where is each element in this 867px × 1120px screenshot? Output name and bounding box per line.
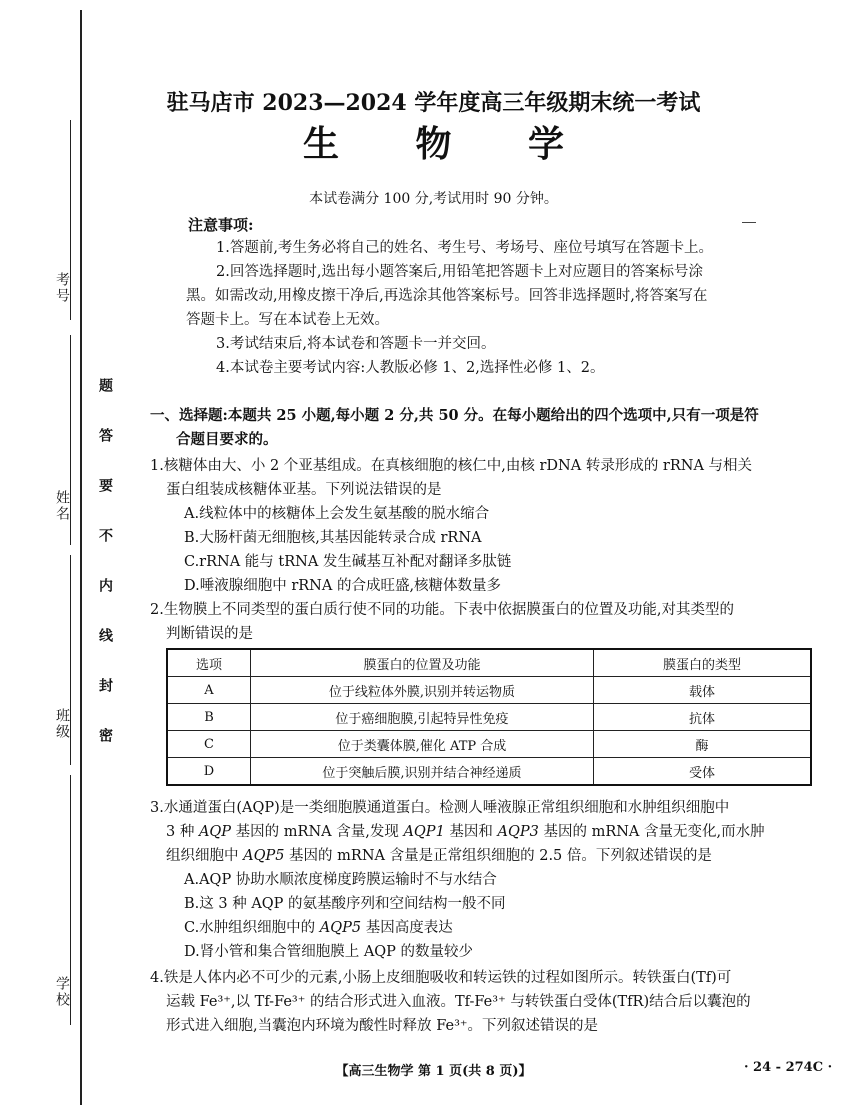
notice-line: 黑。如需改动,用橡皮擦干净后,再选涂其他答案标号。回答非选择题时,将答案写在 — [186, 288, 708, 304]
table-row — [167, 758, 811, 786]
notice-line: 3.考试结束后,将本试卷和答题卡一并交回。 — [216, 336, 496, 352]
option-c: C.rRNA 能与 tRNA 发生碱基互补配对翻译多肽链 — [184, 554, 512, 570]
name-label: 姓名 — [54, 490, 70, 522]
name-line — [70, 335, 71, 545]
exam-number-label: 考号 — [54, 272, 70, 304]
option-d: D.肾小管和集合管细胞膜上 AQP 的数量较少 — [184, 944, 474, 960]
table-header-row — [167, 649, 811, 677]
question-stem: 蛋白组装成核糖体亚基。下列说法错误的是 — [166, 482, 442, 498]
question-stem: 3 种 AQP 基因的 mRNA 含量,发现 AQP1 基因和 AQP3 基因的 mRNA 含量无变化,而水肿 — [166, 824, 765, 840]
notice-heading: 注意事项: — [188, 216, 254, 234]
option-a: A.AQP 协助水顺浓度梯度跨膜运输时不与水结合 — [184, 872, 497, 888]
question-stem: 3.水通道蛋白(AQP)是一类细胞膜通道蛋白。检测人唾液腺正常组织细胞和水肿组织细胞中 — [150, 800, 730, 816]
notice-line: 2.回答选择题时,选出每小题答案后,用铅笔把答题卡上对应题目的答案标号涂 — [216, 264, 704, 280]
table-cell: 抗体 — [594, 704, 812, 731]
option-b: B.这 3 种 AQP 的氨基酸序列和空间结构一般不同 — [184, 896, 506, 912]
class-label: 班级 — [54, 708, 70, 740]
seal-char: 密 — [97, 728, 113, 742]
table-header: 选项 — [167, 649, 251, 677]
table-cell: D — [167, 758, 251, 786]
table-cell: 位于线粒体外膜,识别并转运物质 — [251, 677, 594, 704]
table-cell: A — [167, 677, 251, 704]
table-cell: B — [167, 704, 251, 731]
table-cell: 位于癌细胞膜,引起特异性免疫 — [251, 704, 594, 731]
question-stem: 2.生物膜上不同类型的蛋白质行使不同的功能。下表中依据膜蛋白的位置及功能,对其类型的 — [150, 602, 734, 618]
table-row — [167, 731, 811, 758]
table-header: 膜蛋白的位置及功能 — [251, 649, 594, 677]
option-a: A.线粒体中的核糖体上会发生氨基酸的脱水缩合 — [184, 506, 490, 522]
section-heading: 一、选择题:本题共 25 小题,每小题 2 分,共 50 分。在每小题给出的四个选项中,只有一项是符 — [150, 407, 759, 424]
dash-mark — [742, 222, 756, 223]
table-row — [167, 704, 811, 731]
option-c: C.水肿组织细胞中的 AQP5 基因高度表达 — [184, 920, 453, 936]
table-row — [167, 677, 811, 704]
school-line — [70, 775, 71, 1025]
notice-line: 4.本试卷主要考试内容:人教版必修 1、2,选择性必修 1、2。 — [216, 360, 605, 376]
seal-char: 线 — [97, 628, 113, 642]
question-stem: 4.铁是人体内必不可少的元素,小肠上皮细胞吸收和转运铁的过程如图所示。转铁蛋白(Tf)可 — [150, 970, 732, 986]
paper-code: · 24 - 274C · — [744, 1060, 833, 1075]
table-header: 膜蛋白的类型 — [594, 649, 812, 677]
exam-title: 驻马店市 2023—2024 学年度高三年级期末统一考试 — [166, 90, 701, 116]
question-stem: 形式进入细胞,当囊泡内环境为酸性时释放 Fe³⁺。下列叙述错误的是 — [166, 1018, 599, 1034]
exam-meta: 本试卷满分 100 分,考试用时 90 分钟。 — [309, 191, 558, 207]
table-cell: 酶 — [594, 731, 812, 758]
section-heading-cont: 合题目要求的。 — [176, 431, 278, 448]
membrane-protein-table — [166, 648, 812, 786]
notice-line: 1.答题前,考生务必将自己的姓名、考生号、考场号、座位号填写在答题卡上。 — [216, 240, 713, 256]
subject-title: 生 物 学 — [302, 123, 597, 165]
seal-char: 答 — [97, 428, 113, 442]
page-footer: 【高三生物学 第 1 页(共 8 页)】 — [335, 1064, 532, 1079]
table-cell: C — [167, 731, 251, 758]
option-b: B.大肠杆菌无细胞核,其基因能转录合成 rRNA — [184, 530, 482, 546]
seal-char: 题 — [97, 378, 113, 392]
binding-line — [80, 10, 82, 1105]
question-stem: 1.核糖体由大、小 2 个亚基组成。在真核细胞的核仁中,由核 rDNA 转录形成的 rRNA 与相关 — [150, 458, 753, 474]
seal-char: 封 — [97, 678, 113, 692]
question-stem: 运载 Fe³⁺,以 Tf-Fe³⁺ 的结合形式进入血液。Tf-Fe³⁺ 与转铁蛋白受体(TfR)结合后以囊泡的 — [166, 994, 751, 1010]
question-stem: 组织细胞中 AQP5 基因的 mRNA 含量是正常组织细胞的 2.5 倍。下列叙述错误的是 — [166, 848, 712, 864]
question-stem: 判断错误的是 — [166, 626, 253, 642]
table-cell: 载体 — [594, 677, 812, 704]
seal-char: 内 — [97, 578, 113, 592]
table-cell: 位于突触后膜,识别并结合神经递质 — [251, 758, 594, 786]
table-cell: 受体 — [594, 758, 812, 786]
table-cell: 位于类囊体膜,催化 ATP 合成 — [251, 731, 594, 758]
option-d: D.唾液腺细胞中 rRNA 的合成旺盛,核糖体数量多 — [184, 578, 502, 594]
seal-char: 要 — [97, 478, 113, 492]
notice-line: 答题卡上。写在本试卷上无效。 — [186, 312, 389, 328]
class-line — [70, 555, 71, 765]
seal-char: 不 — [97, 528, 113, 542]
school-label: 学校 — [54, 976, 70, 1008]
